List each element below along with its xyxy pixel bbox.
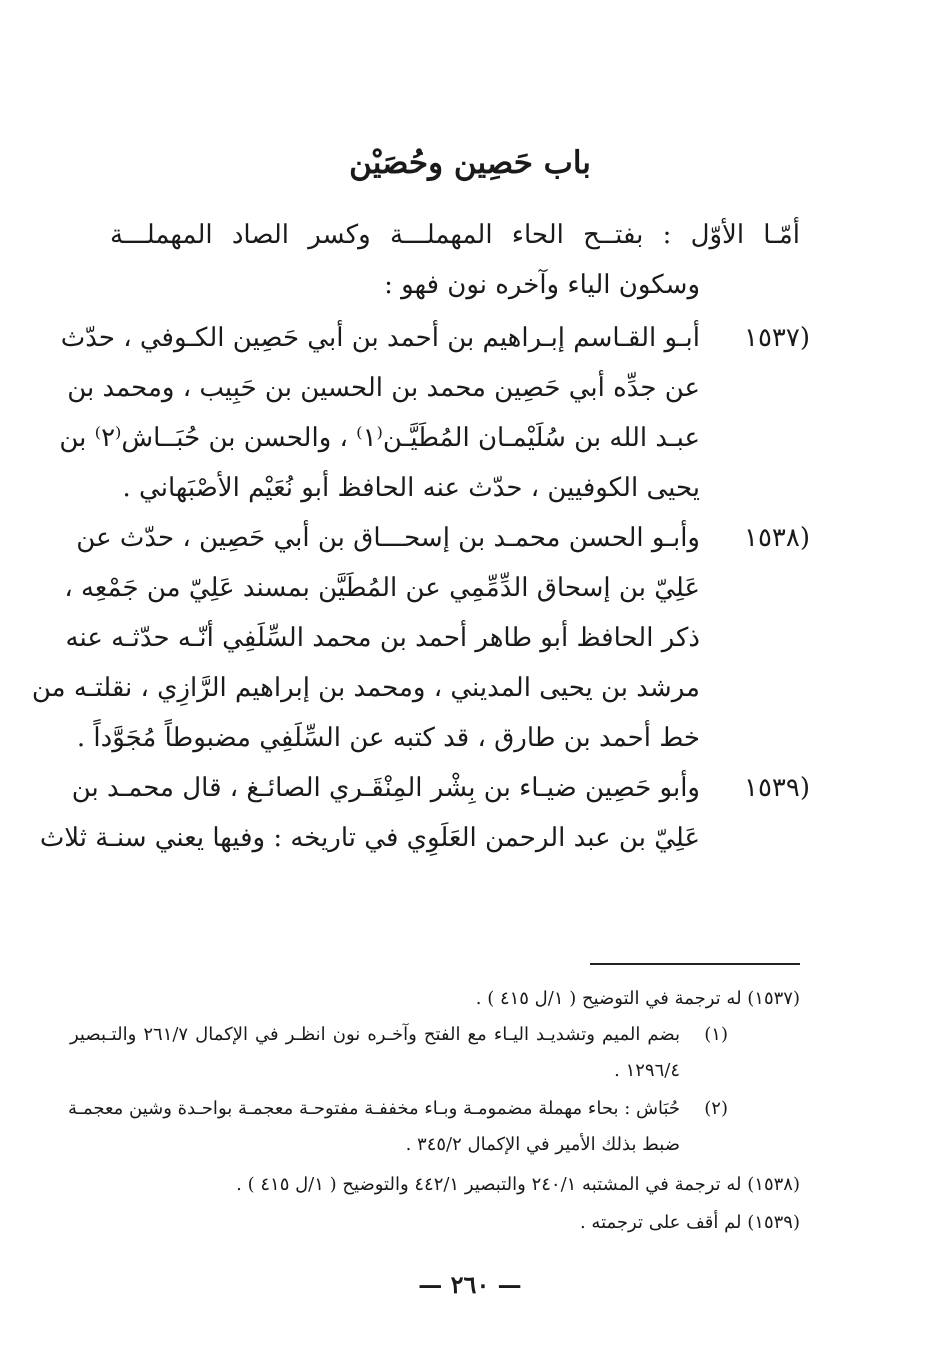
footnote-1538: (١٥٣٨) له ترجمة في المشتبه ٢٤٠/١ والتبصير ٤٤٢/١ والتوضيح ( ١/ل ٤١٥ ) . bbox=[236, 1174, 800, 1195]
footnote-1539: (١٥٣٩) لم أقف على ترجمته . bbox=[579, 1212, 800, 1233]
entry-line: ذكر الحافظ أبو طاهر أحمد بن محمد السِّلَفِي أنّـه حدّثـه عنه bbox=[65, 623, 700, 653]
entry-line: مرشد بن يحيى المديني ، ومحمد بن إبراهيم الرَّازِي ، نقلتـه من bbox=[31, 673, 700, 703]
page-number: — ٢٦٠ — bbox=[418, 1270, 522, 1299]
entry-line: وأبـو الحسن محمـد بن إسحـــاق بن أبي حَصِين ، حدّث عن bbox=[76, 523, 700, 553]
entry-line: عن جدِّه أبي حَصِين محمد بن الحسين بن حَبِيب ، ومحمد بن bbox=[67, 373, 700, 403]
intro-line: أمّـا الأوّل : بفتــح الحاء المهملـــة وكسر الصاد المهملـــة bbox=[110, 220, 800, 250]
footnote-1-line: ١٢٩٦/٤ . bbox=[614, 1060, 680, 1081]
entry-line: عَلِيّ بن إسحاق الدِّمِّمِي عن المُطَيَّن بمسند عَلِيّ من جَمْعِه ، bbox=[64, 573, 700, 603]
footnote-2-line: حُبَاش : بحاء مهملة مضمومـة وبـاء مخففـة مفتوحـة معجمـة بواحـدة وشين معجمـة bbox=[68, 1098, 680, 1119]
entry-number: (١٥٣٨ bbox=[743, 523, 810, 553]
entry-line: وأبو حَصِين ضيـاء بن بِشْر المِنْقَـري الصائـغ ، قال محمـد بن bbox=[71, 773, 700, 803]
entry-number: (١٥٣٧ bbox=[743, 323, 810, 353]
footnote-number: (١) bbox=[704, 1024, 728, 1045]
entry-line: عبـد الله بن سُلَيْمـان المُطَيَّـن⁽١⁾ ، والحسن بن حُبَــاش⁽٢⁾ بن bbox=[59, 423, 700, 453]
footnote-1537: (١٥٣٧) له ترجمة في التوضيح ( ١/ل ٤١٥ ) . bbox=[475, 988, 800, 1009]
footnote-number: (٢) bbox=[704, 1098, 728, 1119]
entry-line: أبـو القـاسم إبـراهيم بن أحمد بن أبي حَصِين الكـوفي ، حدّث bbox=[60, 323, 700, 353]
footnote-1-line: بضم الميم وتشديـد اليـاء مع الفتح وآخـره نون انظـر في الإكمال ٢٦١/٧ والتـبصير bbox=[70, 1024, 680, 1045]
intro-line: وسكون الياء وآخره نون فهو : bbox=[384, 270, 700, 300]
footnote-separator bbox=[590, 963, 800, 965]
footnote-2-line: ضبط بذلك الأمير في الإكمال ٣٤٥/٢ . bbox=[405, 1134, 680, 1155]
page-title: باب حَصِين وحُصَيْن bbox=[349, 145, 591, 181]
entry-number: (١٥٣٩ bbox=[743, 773, 810, 803]
entry-line: خط أحمد بن طارق ، قد كتبه عن السِّلَفِي مضبوطاً مُجَوَّداً . bbox=[76, 723, 700, 753]
entry-line: يحيى الكوفيين ، حدّث عنه الحافظ أبو نُعَيْم الأصْبَهاني . bbox=[122, 473, 700, 503]
entry-line: عَلِيّ بن عبد الرحمن العَلَوِي في تاريخه : وفيها يعني سنـة ثلاث bbox=[39, 823, 700, 853]
